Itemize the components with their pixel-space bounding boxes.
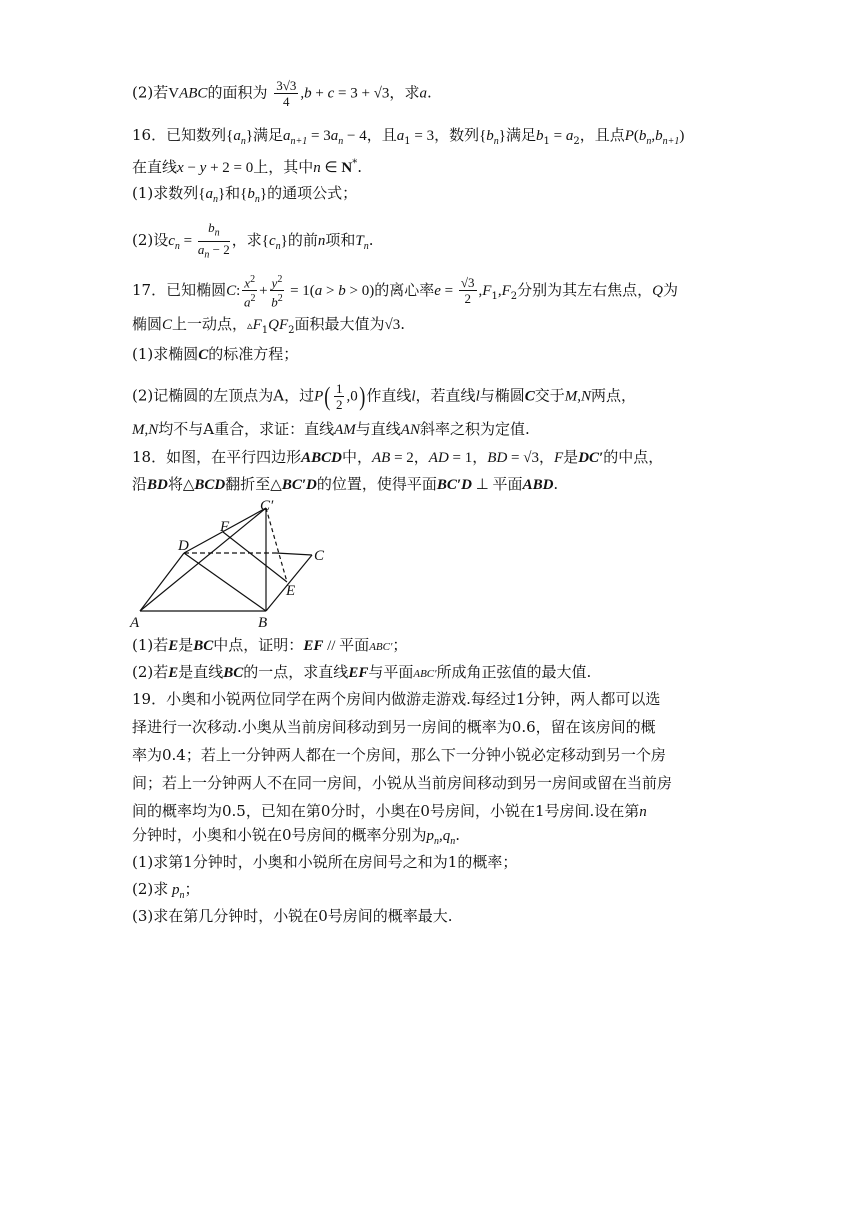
q17-line2: 椭圆C上一动点，$▵F_1QF_2$面积最大值为√3.: [132, 315, 406, 336]
q19-text-line: 间的概率均为0.5，已知在第0分时，小奥在0号房间，小锐在1号房间.设在第: [132, 802, 640, 820]
q17-text: 两点，: [591, 386, 637, 405]
q16-text: 满足: [506, 126, 537, 144]
q19-text-line: 小奥和小锐两位同学在两个房间内做游走游戏.每经过1分钟，两人都可以选: [166, 690, 661, 708]
q18-text: 所成角正弦值的最大值.: [436, 663, 592, 681]
q17-text: 已知椭圆: [166, 280, 227, 299]
q16-cn-fraction: $\frac{b_n}{a_n - 2}$: [197, 220, 230, 261]
q18-text: 平面: [339, 636, 370, 654]
q18-text: 的位置，使得平面: [316, 475, 437, 493]
q17-text: 的标准方程；: [208, 345, 299, 363]
q18-line2: 沿BD将△BCD翻折至△BC′D的位置，使得平面BC′D ⊥ 平面ABD.: [132, 475, 559, 493]
edge-ce-dashed: [266, 508, 287, 582]
q18-text: 翻折至: [225, 475, 271, 493]
q17-text: 作直线: [366, 386, 412, 405]
q16-text: 上，其中: [253, 158, 314, 176]
q16-text: 项和: [325, 231, 356, 250]
q17-part1-text: (1)求椭圆: [132, 345, 199, 363]
q18-figure: [126, 496, 338, 632]
q15-part2: (2)若VABC的面积为 $\frac{3√3}{4}$ ,b + c = 3 + √3，求a.: [132, 78, 432, 109]
q17-text: 与椭圆: [479, 386, 525, 405]
q19-text-line: 间；若上一分钟两人不在同一房间，小锐从当前房间移动到另一房间或留在当前房: [132, 774, 673, 792]
edge-ad: [140, 553, 184, 611]
q17-text: 为: [662, 280, 678, 299]
q19-line3: [132, 744, 732, 766]
q17-x-fraction: $\frac{x^2}{a^2}$: [243, 274, 256, 310]
q16-number: 16．: [132, 126, 167, 144]
q19-part2-text: (2)求: [132, 880, 169, 898]
q17-text: ，若直线: [415, 386, 476, 405]
q19-line5: 间的概率均为0.5，已知在第0分时，小奥在0号房间，小锐在1号房间.设在第n: [132, 802, 647, 820]
label-a: A: [130, 615, 140, 631]
q17-text: 上一动点，: [172, 315, 248, 333]
q16-part2: (2)设$c_n$ = $\frac{b_n}{a_n - 2}$ ，求$\{c_n\}$的前n项和$T_n$.: [132, 220, 374, 261]
q18-text: 与平面: [368, 663, 414, 681]
q19-line2: [132, 716, 732, 738]
q19-text-line: 择进行一次移动.小奥从当前房间移动到另一房间的概率为0.6，留在该房间的概: [132, 718, 656, 736]
label-f: F: [220, 519, 230, 535]
q15-part2-text-a: 的面积为: [207, 83, 268, 102]
q18-text: 中点，证明：: [213, 636, 304, 654]
q17-text: 与直线: [355, 420, 401, 438]
label-b: B: [258, 615, 268, 631]
q16-line1: 16．已知数列$\{a_n\}$满足$a_{n+1} = 3a_n - 4$，且$a_1 = 3$，数列$\{b_n\}$满足$b_1 = a_2$，且点$P(b_n,b_{n+1})$: [132, 126, 685, 147]
q17-number: 17．: [132, 280, 167, 299]
q18-text: 平面: [492, 475, 523, 493]
q17-y-fraction: $\frac{y^2}{b^2}$: [271, 274, 283, 310]
edge-bd: [184, 553, 266, 611]
q19-text-line: 率为0.4；若上一分钟两人都在一个房间，那么下一分钟小锐必定移动到另一个房: [132, 746, 666, 764]
q16-text: 满足: [253, 126, 284, 144]
edge-acprime: [140, 508, 266, 611]
q16-part1-text: (1)求数列: [132, 184, 199, 202]
q18-text: 是: [563, 448, 579, 466]
q19-part1: [132, 851, 732, 873]
q19-part3: [132, 905, 732, 927]
q18-text: 是直线: [178, 663, 224, 681]
q16-text: 的前: [287, 231, 318, 250]
label-d: D: [178, 538, 189, 554]
q17-line1: 17．已知椭圆C: $\frac{x^2}{a^2}$ + $\frac{y^2}{b^2}$ = 1(a > b > 0)的离心率e = $\frac{√3}{2}$ $,F_1,F_2$分别为其左右焦点，Q为: [132, 274, 678, 310]
q18-part1-text: (1)若: [132, 636, 169, 654]
q17-text: 交于: [534, 386, 565, 405]
q18-line1: 18．如图，在平行四边形ABCD中，AB = 2，AD = 1，BD = √3，F是DC′的中点，: [132, 448, 664, 466]
q19-text: 分钟时，小奥和小锐在0号房间的概率分别为: [132, 826, 427, 844]
q16-text: ，数列: [434, 126, 480, 144]
q16-text: 和: [225, 184, 241, 202]
q18-text: 中，: [341, 448, 372, 466]
q19-line6: 分钟时，小奥和小锐在0号房间的概率分别为$p_n,q_n$.: [132, 826, 461, 847]
q19-part2: (2)求 $p_n$；: [132, 880, 200, 901]
q15-part2-text-b: 求: [404, 83, 420, 102]
q16-line2: 在直线x − y + 2 = 0上，其中n ∈ N*.: [132, 158, 362, 176]
q16-part2-text: (2)设: [132, 231, 169, 250]
label-e: E: [286, 583, 296, 599]
q16-text: 已知数列: [166, 126, 227, 144]
q16-text: ，且: [366, 126, 397, 144]
q18-number: 18．: [132, 448, 167, 466]
q19-part1-text: (1)求第1分钟时，小奥和小锐所在房间号之和为1的概率；: [132, 853, 518, 871]
q16-text: ，求: [231, 231, 262, 250]
q16-text: ，且点: [579, 126, 625, 144]
q18-text: 的一点，求直线: [243, 663, 349, 681]
label-c: C: [314, 548, 325, 564]
q17-text: 均不与A重合，求证：直线: [158, 420, 335, 438]
q18-part1: (1)若E是BC中点，证明：EF // 平面ABC′；: [132, 636, 408, 654]
q17-half-fraction: $\frac{1}{2}$: [335, 381, 343, 412]
q17-text: 斜率之积为定值.: [419, 420, 530, 438]
q17-text: 面积最大值为: [294, 315, 385, 333]
q17-text: 的离心率: [374, 280, 435, 299]
q17-text: 椭圆: [132, 315, 163, 333]
q18-text: 的中点，: [603, 448, 664, 466]
q16-text: 在直线: [132, 158, 178, 176]
q18-text: 将: [167, 475, 183, 493]
q17-e-fraction: $\frac{√3}{2}$: [460, 275, 475, 307]
q17-part1: (1)求椭圆C的标准方程；: [132, 345, 299, 363]
edge-c-right: [276, 553, 312, 555]
q17-text: 分别为其左右焦点，: [517, 280, 653, 299]
q17-part2-text: (2)记椭圆的左顶点为A，过: [132, 386, 315, 405]
q16-text: 的通项公式；: [267, 184, 358, 202]
q15-part2-prefix: (2)若: [132, 83, 169, 102]
q19-line4: [132, 772, 732, 794]
q18-part2: (2)若E是直线BC的一点，求直线EF与平面ABC′所成角正弦值的最大值.: [132, 663, 592, 681]
edge-ef: [223, 532, 287, 582]
q18-text: 是: [178, 636, 194, 654]
label-cprime: C′: [260, 498, 274, 514]
q15-area-fraction: $\frac{3√3}{4}$: [276, 78, 297, 109]
q15-math-abc: V: [168, 85, 180, 102]
q19-part3-text: (3)求在第几分钟时，小锐在0号房间的概率最大.: [132, 907, 453, 925]
q18-text: 如图，在平行四边形: [166, 448, 302, 466]
q18-part2-text: (2)若: [132, 663, 169, 681]
q19-line1: [132, 688, 732, 710]
q18-text: 沿: [132, 475, 148, 493]
q17-part2: (2)记椭圆的左顶点为A，过P( $\frac{1}{2}$ ,0)作直线l，若直线l与椭圆C交于M,N两点，: [132, 381, 637, 412]
q19-number: 19．: [132, 690, 167, 708]
q17-part2-line2: M,N均不与A重合，求证：直线AM与直线AN斜率之积为定值.: [132, 420, 530, 438]
q16-part1: (1)求数列$\{a_n\}$和$\{b_n\}$的通项公式；: [132, 184, 358, 205]
